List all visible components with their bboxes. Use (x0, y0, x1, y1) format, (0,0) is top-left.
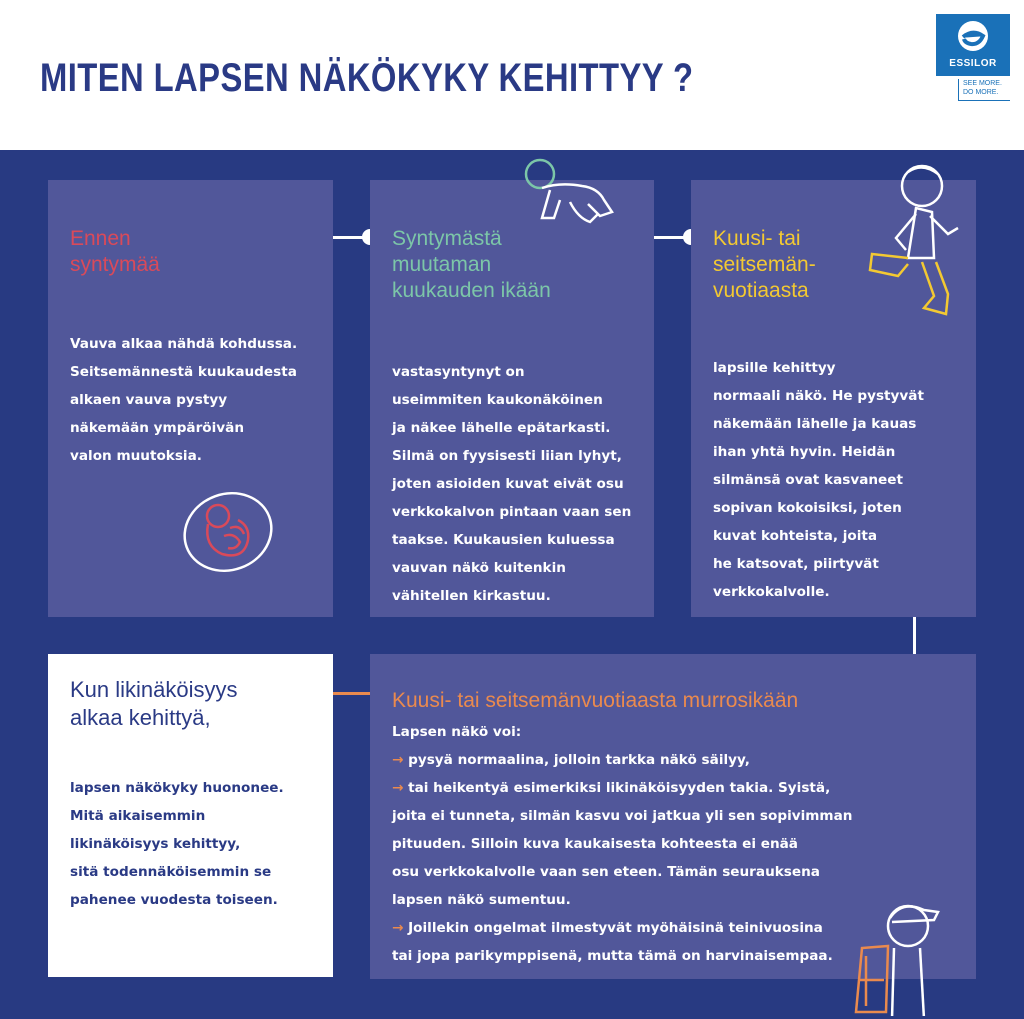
arrow-right-icon: → (392, 752, 404, 768)
logo-tagline-2: DO MORE. (963, 89, 999, 96)
heading-line: kuukauden ikään (392, 279, 551, 302)
logo-brand: ESSILOR (949, 58, 997, 69)
teen-line-6: lapsen näkö sumentuu. (392, 892, 571, 908)
teen-line-3: joita ei tunneta, silmän kasvu voi jatkua yli sen sopivimman (392, 808, 853, 824)
card-school-age-text: lapsille kehittyy normaali näkö. He pystyvät näkemään lähelle ja kauas ihan yhtä hyvin. Heidän silmänsä ovat kasvaneet sopivan kokoisiksi, joten kuvat kohteista, joita he katsovat, piirtyvät verkkokalvolle. (713, 360, 924, 600)
teen-line-2 (392, 774, 952, 802)
logo-box (936, 14, 1010, 76)
heading-line: syntymää (70, 253, 160, 276)
crawling-baby-icon (512, 152, 622, 232)
heading-line: Kuusi- tai (713, 227, 801, 250)
heading-line: alkaa kehittyä, (70, 705, 211, 730)
teen-intro: Lapsen näkö voi: (392, 724, 522, 740)
running-child-icon (862, 158, 972, 318)
card-before-birth-heading (70, 226, 160, 278)
teen-line-8: tai jopa parikymppisenä, mutta tämä on harvinaisempaa. (392, 948, 833, 964)
card-before-birth (48, 180, 333, 617)
card-school-age-heading (713, 226, 816, 304)
essilor-logo (936, 14, 1010, 102)
teen-line-4: pituuden. Silloin kuva kaukaisesta kohteesta ei enää (392, 836, 798, 852)
card-teen-heading: Kuusi- tai seitsemänvuotiaasta murrosikään (392, 689, 799, 712)
heading-line: muutaman (392, 253, 492, 276)
header (0, 0, 1024, 150)
heading-line: seitsemän- (713, 253, 816, 276)
card-before-birth-text: Vauva alkaa nähdä kohdussa. Seitsemännestä kuukaudesta alkaen vauva pystyy näkemään ympäröivän valon muutoksia. (70, 336, 298, 464)
infographic-body (0, 150, 1024, 1019)
schoolchild-with-backpack-icon (852, 896, 942, 1016)
heading-line: Ennen (70, 227, 131, 250)
eye-logo-icon (936, 14, 1010, 58)
fetus-icon (178, 488, 288, 578)
card-myopia-text: lapsen näkökyky huononee. Mitä aikaisemmin likinäköisyys kehittyy, sitä todennäköisemmin se pahenee vuodesta toiseen. (70, 780, 284, 908)
logo-tagline (958, 79, 1010, 101)
teen-line-5: osu verkkokalvolle vaan sen eteen. Tämän seurauksena (392, 864, 820, 880)
card-myopia (48, 654, 333, 977)
teen-line-text: pysyä normaalina, jolloin tarkka näkö säilyy, (403, 752, 750, 768)
logo-tagline-1: SEE MORE. (963, 80, 1002, 87)
page-title: MITEN LAPSEN NÄKÖKYKY KEHITTYY ? (40, 56, 694, 100)
heading-line: vuotiaasta (713, 279, 809, 302)
heading-line: Kun likinäköisyys (70, 677, 238, 702)
teen-line-text: Joillekin ongelmat ilmestyvät myöhäisinä teinivuosina (403, 920, 823, 936)
card-newborn-heading (392, 226, 551, 304)
teen-line-text: tai heikentyä esimerkiksi likinäköisyyden takia. Syistä, (403, 780, 831, 796)
heading-line: Syntymästä (392, 227, 502, 250)
card-newborn (370, 180, 654, 617)
card-newborn-text: vastasyntynyt on useimmiten kaukonäköinen ja näkee lähelle epätarkasti. Silmä on fyysisesti liian lyhyt, joten asioiden kuvat eivät osu verkkokalvon pintaan vaan sen taakse. Kuukausien kuluessa vauvan näkö kuitenkin vähitellen kirkastuu. (392, 364, 632, 604)
teen-line-1 (392, 746, 952, 774)
arrow-right-icon: → (392, 780, 404, 796)
card-myopia-heading (70, 676, 238, 732)
arrow-right-icon: → (392, 920, 404, 936)
